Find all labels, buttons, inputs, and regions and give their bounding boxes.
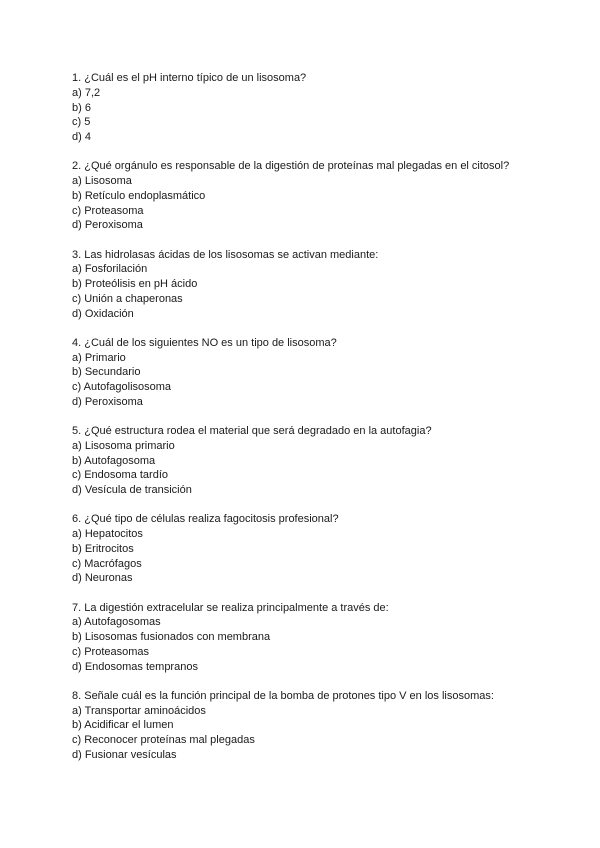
- question-stem: 2. ¿Qué orgánulo es responsable de la digestión de proteínas mal plegadas en el citosol?: [72, 160, 510, 173]
- question-stem: 6. ¿Qué tipo de células realiza fagocitosis profesional?: [72, 513, 339, 526]
- answer-option: c) Macrófagos: [72, 557, 142, 570]
- answer-option: d) Vesícula de transición: [72, 484, 192, 496]
- question-2: [72, 159, 572, 233]
- answer-option: a) Lisosoma: [72, 175, 132, 187]
- answer-option: c) Proteasoma: [72, 204, 144, 217]
- answer-option: d) Fusionar vesículas: [72, 748, 177, 761]
- answer-option: a) Transportar aminoácidos: [72, 704, 206, 717]
- answer-option: a) Lisosoma primario: [72, 439, 175, 452]
- answer-option: d) Peroxisoma: [72, 219, 143, 232]
- answer-option: c) Reconocer proteínas mal plegadas: [72, 734, 255, 746]
- answer-option: b) Eritrocitos: [72, 542, 134, 555]
- question-5: [72, 424, 572, 498]
- answer-option: a) Autofagosomas: [72, 616, 161, 629]
- answer-option: c) Proteasomas: [72, 645, 150, 658]
- question-7: [72, 601, 572, 675]
- answer-option: a) Primario: [72, 351, 126, 364]
- answer-option: a) Hepatocitos: [72, 528, 143, 540]
- document-page: [72, 71, 572, 777]
- answer-option: b) Retículo endoplasmático: [72, 189, 206, 202]
- question-4: [72, 336, 572, 410]
- answer-option: a) Fosforilación: [72, 263, 148, 276]
- question-8: [72, 689, 572, 763]
- answer-option: c) Unión a chaperonas: [72, 292, 183, 305]
- question-stem: 3. Las hidrolasas ácidas de los lisosomas se activan mediante:: [72, 248, 379, 261]
- answer-option: d) Oxidación: [72, 307, 134, 320]
- answer-option: c) Endosoma tardío: [72, 469, 168, 482]
- question-stem: 5. ¿Qué estructura rodea el material que será degradado en la autofagia?: [72, 425, 432, 437]
- answer-option: b) Lisosomas fusionados con membrana: [72, 631, 271, 643]
- question-3: [72, 248, 572, 322]
- question-6: [72, 512, 572, 586]
- question-stem: 4. ¿Cuál de los siguientes NO es un tipo de lisosoma?: [72, 336, 337, 349]
- question-stem: 1. ¿Cuál es el pH interno típico de un lisosoma?: [72, 72, 307, 84]
- answer-option: d) Peroxisoma: [72, 395, 143, 408]
- question-1: [72, 71, 572, 145]
- answer-option: d) 4: [72, 131, 91, 143]
- answer-option: b) Secundario: [72, 366, 141, 379]
- answer-option: b) Autofagosoma: [72, 454, 156, 467]
- answer-option: b) Proteólisis en pH ácido: [72, 278, 198, 290]
- answer-option: b) Acidificar el lumen: [72, 719, 174, 732]
- question-stem: 8. Señale cuál es la función principal de la bomba de protones tipo V en los lisosomas:: [72, 689, 494, 702]
- answer-option: c) 5: [72, 116, 91, 129]
- answer-option: a) 7,2: [72, 86, 101, 99]
- answer-option: d) Endosomas tempranos: [72, 660, 198, 673]
- question-stem: 7. La digestión extracelular se realiza principalmente a través de:: [72, 601, 389, 614]
- answer-option: b) 6: [72, 101, 91, 114]
- answer-option: c) Autofagolisosoma: [72, 381, 172, 393]
- answer-option: d) Neuronas: [72, 572, 133, 585]
